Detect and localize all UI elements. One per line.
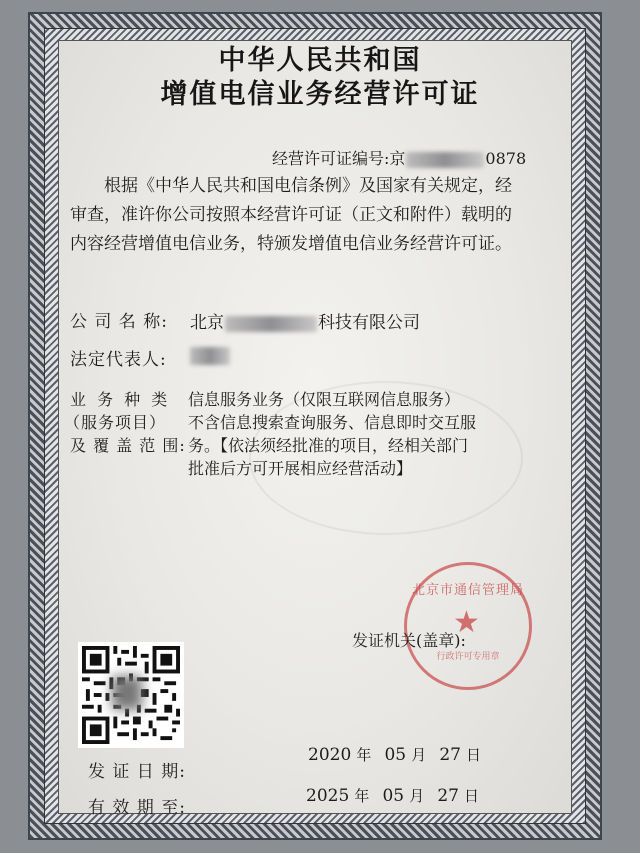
certificate-title-line2: 增值电信业务经营许可证 — [160, 79, 480, 110]
qr-code-redaction — [112, 676, 142, 710]
service-label-line: 业 务 种 类 — [70, 390, 171, 409]
company-name-redaction — [225, 316, 317, 332]
seal-subtext: 行政许可专用章 — [436, 652, 500, 662]
issue-date-label: 发 证 日 期: — [88, 762, 186, 782]
company-name-value — [190, 308, 420, 333]
issue-month: 05 — [384, 745, 407, 765]
issue-date — [308, 744, 481, 765]
legal-rep-redaction — [190, 347, 230, 365]
permit-number-label: 经营许可证编号: — [272, 149, 390, 168]
permit-number-prefix: 京 — [389, 149, 406, 168]
company-name-label: 公 司 名 称: — [70, 312, 168, 332]
month-unit: 月 — [411, 746, 427, 764]
service-line: 不含信息搜索查询服务、信息即时交互服 — [188, 413, 477, 432]
day-unit: 日 — [466, 746, 482, 764]
year-unit: 年 — [354, 787, 370, 805]
issue-year: 2020 — [308, 745, 352, 765]
legal-rep-label: 法定代表人: — [70, 350, 167, 370]
valid-day: 27 — [437, 786, 459, 806]
paragraph-line: 内容经营增值电信业务，特颁发增值电信业务经营许可证。 — [70, 234, 512, 254]
issuer-label: 发证机关(盖章): — [352, 631, 466, 650]
year-unit: 年 — [356, 746, 372, 764]
valid-month: 05 — [382, 786, 405, 806]
certificate-paragraph — [70, 172, 560, 259]
certificate-title-line1: 中华人民共和国 — [218, 45, 422, 76]
service-line: 批准后方可开展相应经营活动】 — [188, 459, 413, 478]
official-seal — [404, 562, 532, 690]
service-line: 信息服务业务（仅限互联网信息服务） — [188, 390, 461, 409]
seal-star-icon: ★ — [453, 605, 480, 640]
company-name-prefix: 北京 — [190, 313, 224, 333]
service-label-line: 及 覆 盖 范 围: — [70, 436, 186, 455]
paragraph-line: 审查，准许你公司按照本经营许可证（正文和附件）载明的 — [70, 205, 512, 225]
service-label-line: （服务项目） — [64, 413, 167, 432]
paragraph-line: 根据《中华人民共和国电信条例》及国家有关规定，经 — [104, 176, 512, 196]
permit-number-suffix: 0878 — [485, 149, 527, 168]
day-unit: 日 — [464, 787, 480, 805]
service-scope-value — [188, 388, 568, 480]
seal-text: 北京市通信管理局 — [411, 583, 524, 598]
month-unit: 月 — [409, 787, 425, 805]
company-name-suffix: 科技有限公司 — [318, 313, 420, 333]
permit-number-redaction — [406, 152, 484, 168]
valid-until-date — [306, 785, 479, 806]
permit-number — [272, 146, 526, 169]
service-scope-label — [64, 388, 186, 457]
valid-year: 2025 — [306, 786, 350, 806]
valid-until-label: 有 效 期 至: — [88, 798, 186, 818]
service-line: 务。【依法须经批准的项目，经相关部门 — [188, 436, 469, 455]
issue-day: 27 — [439, 745, 461, 765]
